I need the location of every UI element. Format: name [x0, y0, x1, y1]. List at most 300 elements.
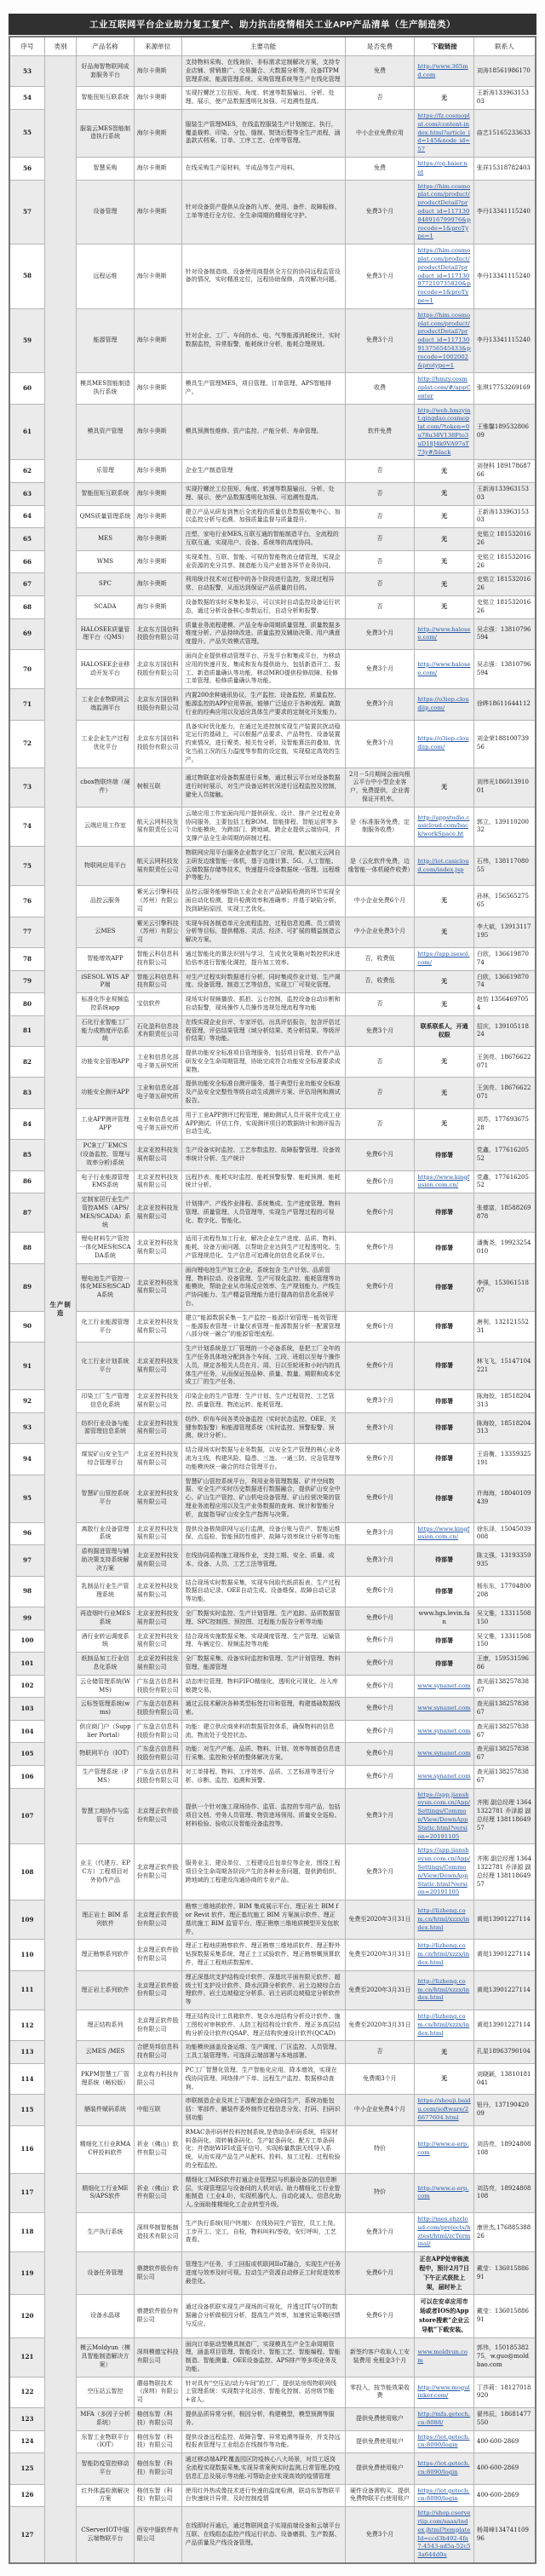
download-note: 无 [441, 999, 448, 1008]
product-name-cell: MFA（多因子分析系统） [77, 2408, 134, 2431]
main-function-cell: 串联制造企业及其上下游配套企业协同生产，系统功能包括：零部件、舾装件委外制作过程信息分发、打码、扫码识别功能 [181, 2095, 345, 2125]
table-row [9, 1170, 536, 1193]
contact-cell: 翟伟辰，18681477550 [473, 2408, 536, 2431]
table-row [9, 1140, 536, 1170]
product-name-cell: 模具资产管理 [77, 404, 134, 460]
source-unit-cell: 北京理正软件股份有限公司 [134, 1970, 181, 2010]
row-number: 56 [9, 157, 44, 180]
product-name-cell: 设备水晶球 [77, 2295, 134, 2337]
main-function-cell: 现场实时视频播放、抓拍、云台控制，监控设备自动诊断和自动报警，现场操作人员操作违规处理流程等功能 [181, 993, 345, 1016]
download-note: 待部署 [435, 1208, 454, 1216]
is-free-cell: 中小企业免费6个月 [345, 886, 415, 917]
download-link-cell [415, 573, 473, 596]
download-link[interactable]: https://app.jiansheyun.com.cn/App/Settings/Common/View/DownAppStatic.html?version=20191105 [417, 1847, 471, 1896]
is-free-cell: 提供免费使用账户 [345, 2453, 415, 2484]
table-row [9, 2095, 536, 2125]
table-row [9, 528, 536, 551]
download-note: 待部署 [435, 1361, 454, 1370]
product-name-cell: 能源管理 [77, 308, 134, 373]
source-unit-cell: 海尔卡奥斯 [134, 404, 181, 460]
download-link-cell [415, 1475, 473, 1522]
is-free-cell: 否 [345, 483, 415, 506]
main-function-cell: 通过移动端APP,覆盖园区防疫核心八大场景，对员工返岗全流程实现数据采集,实现异常案例实时监测,日常管理,防疫信息汇总及展示等功能.可帮助企业实现高效的疫情管理 [181, 2453, 345, 2484]
is-free-cell: 免费6个月 [345, 1343, 415, 1390]
is-free-cell: 免费3个月 [345, 308, 415, 373]
is-free-cell: 免费6个月 [345, 2252, 415, 2295]
download-link-cell [415, 2010, 473, 2041]
table-body [9, 56, 536, 2564]
contact-cell: 党鑫，17761620552 [473, 1170, 536, 1193]
is-free-cell: 免费6个月 [345, 1233, 415, 1263]
download-link[interactable]: https://him.cosmoplat.com/product/productDetail?product_id=117130877210735820&procode=1&proType=1 [417, 247, 471, 304]
source-unit-cell: 海尔卡奥斯 [134, 550, 181, 573]
row-number: 120 [9, 2295, 44, 2337]
main-function-cell: 支持物料采购、在线询价、非标需求定制解决方案，支持专业店铺、营销推广、交易撮合、大数据分析等，设备ITPM管理系统、能源管理系统、采购管理系统等生产在线化管理 [181, 56, 345, 87]
row-number: 63 [9, 483, 44, 506]
table-row [9, 505, 536, 528]
main-function-cell: 质量业务流程建模、产品全寿命周期质量管理、质量数据多维度分析、产品持续改进、质量监控及辅助决策、用户满意度提升、产品失效模式管理。 [181, 618, 345, 649]
table-row [9, 1108, 536, 1139]
row-number: 76 [9, 886, 44, 917]
row-number: 61 [9, 404, 44, 460]
is-free-cell: 免费3个月 [345, 618, 415, 649]
product-name-cell: 离散行业设备管理系统 [77, 1522, 134, 1545]
download-link-cell [415, 947, 473, 970]
main-function-cell: 印染企业的生产管理：生产计划、生产过程管控、工艺管控、质量管理、物流运转、能耗管理。 [181, 1390, 345, 1413]
is-free-cell: 否 [345, 528, 415, 551]
download-link-cell [415, 720, 473, 768]
table-row [9, 1766, 536, 1789]
download-link-cell [415, 1576, 473, 1607]
download-link-cell [415, 650, 473, 689]
download-link[interactable]: http://www.e-erp.com [417, 2184, 469, 2200]
download-link[interactable]: https://iot.getech.cn:8090/login [417, 2487, 470, 2503]
product-name-cell: 功能安全测评APP [77, 1078, 134, 1108]
is-free-cell: 否 [345, 1047, 415, 1078]
source-unit-cell: 北京亚控科技发展有限公司 [134, 1545, 181, 1576]
product-name-cell: 云标签管理系统(wms) [77, 1698, 134, 1721]
contact-cell: 吴文雅，13311508150 [473, 1607, 536, 1630]
product-name-cell: MES [77, 528, 134, 551]
table-row [9, 2125, 536, 2173]
download-link-cell [415, 1047, 473, 1078]
table-row [9, 970, 536, 993]
category-cell: 生产制造 [44, 56, 76, 2564]
download-link[interactable]: http://shop.cserveriip.com/saas/index.jhtml?templateId=ccd3b492-4fa7-4543-ad5a-52c53a644d0a [417, 2510, 471, 2559]
table-row [9, 1390, 536, 1413]
row-number: 90 [9, 1311, 44, 1342]
download-link-cell [415, 2507, 473, 2563]
contact-cell: 林飞飞，15147104221 [473, 1343, 536, 1390]
row-number: 101 [9, 1653, 44, 1676]
main-function-cell: 提供设备极简联网与运行监测，设备台账与资产、智能运维保、点巡检、智能预防性维护、故障与效率统计分析等功能 [181, 1522, 345, 1545]
source-unit-cell: 北京亚控科技发展有限公司 [134, 1311, 181, 1342]
download-link-cell [415, 505, 473, 528]
col-header-download-link: 下载链接 [415, 37, 473, 56]
download-link[interactable]: https://iot.getech.cn:8090/login [417, 2460, 470, 2475]
download-link-cell [415, 768, 473, 807]
row-number: 68 [9, 596, 44, 619]
download-link[interactable]: www.synanet.com [417, 1682, 471, 1689]
contact-cell: 黄珽13901227114 [473, 1900, 536, 1940]
table-row [9, 2212, 536, 2251]
download-note: 无 [441, 976, 448, 985]
source-unit-cell: 紫光云引擎科技（苏州）有限公司 [134, 886, 181, 917]
source-unit-cell: 海尔卡奥斯 [134, 87, 181, 110]
download-link[interactable]: https://shouji.baidu.com/software/26677604.html [417, 2097, 471, 2121]
download-link-cell [415, 846, 473, 885]
row-number: 113 [9, 2041, 44, 2064]
row-number: 94 [9, 1444, 44, 1475]
download-link[interactable]: https://o3iop.cloudiip.com/ [417, 696, 469, 711]
row-number: 124 [9, 2430, 44, 2453]
is-free-cell: 免费3个月 [345, 2212, 415, 2251]
download-link[interactable]: https://app.jiansheyun.com.cn/App/Settings/Common/View/DownAppStatic.html?version=20191105 [417, 1791, 471, 1840]
source-unit-cell: 智能云科信息科技有限公司 [134, 970, 181, 993]
contact-cell: 许海海，18040109439 [473, 1475, 536, 1522]
is-free-cell: 免费6个月 [345, 1698, 415, 1721]
main-function-cell: 精细化工MES软件打通企业管理层与机器设备层的信息断层，实现管理层与设备间的人机对话。助力精细化工行业智能制造（工业4.0），实现机器代人、自动化减人、信息化助人,全面助推精细化工企业转型升级。 [181, 2173, 345, 2212]
download-link[interactable]: http://lizheng.com.cn/html/xzzx/index.html [417, 1977, 470, 2002]
main-function-cell: 建立“能源数据采集－生产监控－能源计划管理－能效管理－能源报表管理－计量仪表管理－能源数据分析－配置管理八部分统一融合”的能源管理流程。 [181, 1311, 345, 1342]
product-name-cell: 服装云MES智能制造执行系统 [77, 109, 134, 157]
main-function-cell: 管理生产任务，手工回报或机联网IIoT融合，实现生产任务进度与效率及时可视。拉动生产资源自动修正工时促进效率最佳化。 [181, 2252, 345, 2295]
row-number: 82 [9, 1047, 44, 1078]
download-link-cell [415, 460, 473, 483]
download-link-cell [415, 2453, 473, 2484]
table-row [9, 87, 536, 110]
contact-cell: 徐晔18611644112 [473, 689, 536, 720]
download-link[interactable]: http://www.e-erp.com [417, 2141, 469, 2157]
row-number: 104 [9, 1720, 44, 1743]
row-number: 89 [9, 1263, 44, 1311]
product-name-cell: 云MES [77, 917, 134, 947]
source-unit-cell: 北京亚控科技发展有限公司 [134, 1653, 181, 1676]
table-row [9, 2408, 536, 2431]
table-row [9, 1743, 536, 1766]
main-function-cell: 通过设备机联实现生产现场的可视化，并透过IT与OT的数据融合分析做根因分析，提高生产效率，加速营运策略回馈与反应。 [181, 2295, 345, 2337]
is-free-cell: 否 [345, 1108, 415, 1139]
table-row [9, 720, 536, 768]
col-header-function: 主要功能 [181, 37, 345, 56]
table-row [9, 2010, 536, 2041]
source-unit-cell: 北京亚控科技发展有限公司 [134, 1576, 181, 1607]
row-number: 125 [9, 2453, 44, 2484]
product-name-cell: 模云Moldyun（模具智能制造解决方案） [77, 2337, 134, 2377]
download-link-cell [415, 1078, 473, 1108]
product-name-cell: 好品海智物联网成套服务平台 [77, 56, 134, 87]
row-number: 91 [9, 1343, 44, 1390]
product-name-cell: 远程运维 [77, 244, 134, 309]
col-header-contact: 联系人 [473, 37, 536, 56]
table-row [9, 180, 536, 244]
table-row [9, 618, 536, 649]
main-function-cell: 生产设备实时监控、工艺参数监控、故障报警管理、设备效率统计分析、生产统计 [181, 1140, 345, 1170]
source-unit-cell: 北京东方国信科技股份有限公司 [134, 618, 181, 649]
product-name-cell: SCADA [77, 596, 134, 619]
source-unit-cell: 北京亚控科技发展有限公司 [134, 1263, 181, 1311]
is-free-cell: 免费6个月 [345, 1743, 415, 1766]
source-unit-cell: 广东盘古信息科技股份有限公司 [134, 1743, 181, 1766]
table-row [9, 157, 536, 180]
download-link[interactable]: https://app.isesol.com/ [417, 950, 470, 966]
source-unit-cell: 工业和信息化部电子第五研究所 [134, 1108, 181, 1139]
table-row [9, 1940, 536, 1970]
download-note: www.hgs.levin.fan [418, 1609, 470, 1625]
contact-cell: 查光丽13825783867 [473, 1766, 536, 1789]
source-unit-cell: 中船互联 [134, 2095, 181, 2125]
contact-cell: 王剑亮、18676622071 [473, 1047, 536, 1078]
product-name-cell: 化工行业计划系统平台 [77, 1343, 134, 1390]
main-function-cell: 注塑、家电行业MES,互联互通的智能制造平台，全流程的互联互通，实现用户、设备、系统等的高度协同。 [181, 528, 345, 551]
main-function-cell: 模具预测性维修、资产监控、产能分析、寿命管理。 [181, 404, 345, 460]
source-unit-cell: 海尔卡奥斯 [134, 573, 181, 596]
is-free-cell: 2月－5月期间会面向根云平台中小型企业客户，免费提供，企业需保证开机率。 [345, 768, 415, 807]
row-number: 106 [9, 1766, 44, 1789]
product-list-sheet [9, 14, 536, 2564]
download-link[interactable]: http://web.hmzyint.qingdao.cosmoplat.com/?token=0u78u38V138Fto3uD18J4k0VA97aT73y#/black [417, 406, 471, 456]
download-link-cell [415, 2041, 473, 2064]
product-name-cell: 石化行业智能工厂能力成熟度评估系统 [77, 1015, 134, 1046]
row-number: 67 [9, 573, 44, 596]
source-unit-cell: 北京亚控科技发展有限公司 [134, 1630, 181, 1653]
is-free-cell: 中小企业免费3个月 [345, 917, 415, 947]
product-name-cell: 酒行业转运调度系统 [77, 1630, 134, 1653]
contact-cell: 郭立，13911020032 [473, 807, 536, 846]
download-note: 待部署 [435, 1636, 454, 1644]
source-unit-cell: 北京亚控科技发展有限公司 [134, 1233, 181, 1263]
row-number: 60 [9, 373, 44, 404]
product-name-cell: 理正岩土系列软件 [77, 1970, 134, 2010]
row-number: 98 [9, 1576, 44, 1607]
contact-cell: 刘伟光18601391001 [473, 768, 536, 807]
main-function-cell: 用于工业APP测评过程管理，辅助测试人员开展并完成工业APP测试、评估工作，实现测评项目的数据统计和测评报告自动生成。 [181, 1108, 345, 1139]
source-unit-cell: 祈业（佛山）软件有限公司 [134, 2125, 181, 2173]
download-link-cell [415, 1900, 473, 1940]
contact-cell: 查光丽13825783867 [473, 1720, 536, 1743]
download-link[interactable]: http://www.365md.com [417, 62, 468, 78]
col-header-free: 是否免费 [345, 37, 415, 56]
download-link[interactable]: www.synanet.com [417, 1772, 471, 1780]
download-link[interactable]: www.synanet.com [417, 1727, 471, 1734]
is-free-cell: 特价 [345, 2173, 415, 2212]
col-header-product-name: 产品名称 [77, 37, 134, 56]
is-free-cell: 免费3个月 [345, 1545, 415, 1576]
download-link-cell [415, 596, 473, 619]
row-number: 53 [9, 56, 44, 87]
table-row [9, 550, 536, 573]
row-number: 117 [9, 2173, 44, 2212]
download-link-cell [415, 2252, 473, 2295]
main-function-cell: 结合现场实时数据采集，实现车间取代纸质报表、生产过程数据自动记录、OEE自动生成、设备维保、故障自动记录等功能。 [181, 1576, 345, 1607]
download-link[interactable]: www.synanet.com [417, 1705, 471, 1712]
product-name-cell: 东智工业物联平台（IOT） [77, 2430, 134, 2453]
contact-cell: 唐利，13212155231 [473, 1311, 536, 1342]
row-number: 59 [9, 308, 44, 373]
contact-cell: 刘晓颖，13810181041 [473, 2063, 536, 2094]
download-link[interactable]: https://him.cosmoplat.com/product/productDetail?product_id=117130848916799976&procode=1&proType=1 [417, 182, 471, 240]
download-note: 正在APP处审核流程中，预计2月7日下午正式获批上架，届时补上 [419, 2255, 470, 2291]
source-unit-cell: 宝信软件 [134, 993, 181, 1016]
contact-cell: 李丹13341115240 [473, 180, 536, 244]
table-row [9, 2337, 536, 2377]
is-free-cell: 免费6个月 [345, 1607, 415, 1630]
download-link[interactable]: www.synanet.com [417, 1750, 471, 1757]
download-link-cell [415, 1170, 473, 1193]
download-link-cell [415, 970, 473, 993]
download-link-cell [415, 1193, 473, 1233]
table-row [9, 1444, 536, 1475]
main-function-cell: 在线即时开通后，通过物联网盒子实现前端设备和云端平台互联、在线组态监控产线运行状态、设备磨损、生产数据、产品质量及产线设备管理。 [181, 2507, 345, 2563]
download-note: 无 [441, 466, 448, 474]
is-free-cell: 免费6个月 [345, 1170, 415, 1193]
col-header-index: 序号 [9, 37, 44, 56]
row-number: 107 [9, 1788, 44, 1844]
contact-cell: 戴莹：13601588691 [473, 2252, 536, 2295]
product-name-cell: 再造烟叶行业MES系统 [77, 1607, 134, 1630]
is-free-cell: 否 [345, 993, 415, 1016]
product-name-cell: SPC [77, 573, 134, 596]
download-link[interactable]: http://www.halosee.com/ [417, 660, 471, 676]
row-number: 62 [9, 460, 44, 483]
table-row [9, 2453, 536, 2484]
download-link-cell [415, 56, 473, 87]
is-free-cell: 免费 [345, 56, 415, 87]
product-name-cell: 煤炭矿山安全生产综合管理平台 [77, 1444, 134, 1475]
product-name-cell: HALOSEE质量管理平台（QMS） [77, 618, 134, 649]
table-row [9, 460, 536, 483]
download-link-cell [415, 1607, 473, 1630]
download-link[interactable]: https://him.cosmoplat.com/product/productDetail?product_id=117130913756545433&procode=1002002&protype=1 [417, 311, 471, 369]
table-row [9, 573, 536, 596]
is-free-cell: 免费6个月 [345, 1263, 415, 1311]
row-number: 105 [9, 1743, 44, 1766]
download-link[interactable]: https://o3iop.cloudiip.com/ [417, 735, 469, 751]
download-link-cell [415, 1970, 473, 2010]
main-function-cell: 实现拧螺丝工位扭矩、角度、转速等数据输出、分析、处理、展示，使产品数据透明化加强、可追溯性提高。 [181, 483, 345, 506]
table-row [9, 947, 536, 970]
contact-cell: 王新涛13396315303 [473, 87, 536, 110]
download-note: 待部署 [435, 1243, 454, 1251]
contact-cell: 吴志强：13810796594 [473, 650, 536, 689]
main-function-cell: 针对设备制造商、设备使用商提供全方位的协同远程监管设备的情况，实时精准定位，远程协助保修，高效解决问题。 [181, 244, 345, 309]
download-link[interactable]: www.moldyun.com [417, 2349, 468, 2365]
download-link[interactable]: https://www.kingfusion.com.cn/ [417, 1173, 470, 1189]
product-name-cell: HALOSEE企业移动开发平台 [77, 650, 134, 689]
download-link[interactable]: https://cg.haier.net [417, 159, 468, 175]
download-link[interactable]: http://hmzy.cosmoplat.com/#/appCenter [417, 376, 471, 400]
table-row [9, 993, 536, 1016]
download-link-cell [415, 1108, 473, 1139]
table-row [9, 650, 536, 689]
download-note: 无 [441, 1057, 448, 1066]
is-free-cell: 免费3个月 [345, 180, 415, 244]
table-title: 工业互联网平台企业助力复工复产、助力抗击疫情相关工业APP产品清单（生产制造类） [9, 14, 536, 35]
product-name-cell: QMS质量管理系统 [77, 505, 134, 528]
is-free-cell: 免费3个月 [345, 1412, 415, 1443]
download-link[interactable]: http://mfa.getech.cn:8088/ [417, 2411, 471, 2426]
product-name-cell: 工业APP测评管理APP [77, 1108, 134, 1139]
download-link-cell [415, 1545, 473, 1576]
source-unit-cell: 北京东方国信科技股份有限公司 [134, 650, 181, 689]
download-link[interactable]: http://lizheng.com.cn/html/xzzx/index.html [417, 1942, 470, 1967]
source-unit-cell: 深圳模德宝科技有限公司 [134, 2337, 181, 2377]
is-free-cell: 免费6个月 [345, 1653, 415, 1676]
is-free-cell: 特价 [345, 2125, 415, 2173]
main-function-cell: 计划排产、产线作业排程、系统集成、生产进度管理、物料管理、质量管理、人员管理等，实现生产管理过程的可视化、数字化、智能化。 [181, 1193, 345, 1233]
download-link[interactable]: https://iot.getech.cn:8090/login [417, 2433, 470, 2449]
source-unit-cell: 祈业（佛山）软件有限公司 [134, 2173, 181, 2212]
contact-cell: 刘登科 18917868766 [473, 460, 536, 483]
contact-cell: 张德富，18588269878 [473, 1193, 536, 1233]
contact-cell: 王雅馨18953280609 [473, 404, 536, 460]
source-unit-cell: 海尔卡奥斯 [134, 483, 181, 506]
source-unit-cell: 北京亚控科技发展有限公司 [134, 1390, 181, 1413]
download-link[interactable]: http://www.halosee.com/ [417, 625, 471, 641]
product-name-cell: 乳制品行业生产管理系统 [77, 1576, 134, 1607]
download-link-cell [415, 689, 473, 720]
download-link-cell [415, 1311, 473, 1342]
contact-cell: 陈文强，13193359935 [473, 1545, 536, 1576]
source-unit-cell: 智能云科信息科技有限公司 [134, 947, 181, 970]
table-row [9, 2173, 536, 2212]
row-number: 75 [9, 846, 44, 885]
row-number: 55 [9, 109, 44, 157]
source-unit-cell: 海尔卡奥斯 [134, 244, 181, 309]
is-free-cell: 免费3个月 [345, 1522, 415, 1545]
main-function-cell: 内置200余种通讯协议，生产监控、设备监控、质量监控、能源监控的APP应用界面，能够广泛适应于各种流程、离散行业的经典应用以及适应具体生产要求的定制化开发能力。 [181, 689, 345, 720]
contact-cell: 陈海姣，18518204313 [473, 1412, 536, 1443]
main-function-cell: 功能：建立供应商来料的数据管控体系，确保物料的信息流、物流处于受控状态。 [181, 1720, 345, 1743]
download-link[interactable]: http://iot.casicloud.com/index.jsp [417, 857, 469, 873]
source-unit-cell: 紫光云引擎科技（苏州）有限公司 [134, 917, 181, 947]
download-link[interactable]: http://mes.ehzcloud.com/projects/hztest/html/zcTerminal/ [417, 2215, 471, 2248]
download-note: 待部署 [435, 1555, 454, 1564]
download-link[interactable]: http://lizheng.com.cn/html/xzzx/index.html [417, 2013, 470, 2037]
is-free-cell: 免费至2020年3月31日 [345, 1940, 415, 1970]
row-number: 103 [9, 1698, 44, 1721]
download-note: 无 [441, 896, 448, 905]
source-unit-cell: 树根互联 [134, 768, 181, 807]
download-note: 待部署 [435, 1322, 454, 1331]
download-link[interactable]: http://appstudio.casicloud.com/back/workSpace.ht [417, 814, 470, 838]
product-name-cell: 乐管理 [77, 460, 134, 483]
download-link[interactable]: https://www.kingfusion.com.cn/ [417, 1525, 470, 1541]
product-name-cell: 工业企业生产过程优化平台 [77, 720, 134, 768]
download-link-cell [415, 1140, 473, 1170]
row-number: 74 [9, 807, 44, 846]
is-free-cell: 免费6个月 [345, 2295, 415, 2337]
table-row [9, 1698, 536, 1721]
download-link[interactable]: https://fz.cosmoplat.com/content-index.html?article_id=145&node_id=57 [417, 112, 470, 153]
main-function-cell: 面向锂电池生产加工企业，系统包含 生产计划、品质管理、物料拉动、设备管理、生产可视化监控、能耗管理等功能模块，帮助企业从市场反应效率、生产规划能力、产线生产协同能力、生产精益管理能力进行提高的信息化系统平台。 [181, 1263, 345, 1311]
row-number: 54 [9, 87, 44, 110]
contact-cell: 吴志强：13810796594 [473, 618, 536, 649]
main-function-cell: 纺纱、织布车间各类设备监控（实时状态监控、OEE、关键参数报警）和能源管理系统（实时监控、预警报警、预测、统计分析）。 [181, 1412, 345, 1443]
download-note: 无 [441, 602, 448, 611]
product-name-cell: 物联网应用平台 [77, 846, 134, 885]
download-link[interactable]: http://lizheng.com.cn/html/xzzx/index.html [417, 1907, 470, 1931]
row-number: 86 [9, 1170, 44, 1193]
table-row [9, 689, 536, 720]
download-note: 无 [441, 2074, 448, 2083]
product-name-cell: 智能扭矩互联系统 [77, 87, 134, 110]
row-number: 87 [9, 1193, 44, 1233]
table-row [9, 1653, 536, 1676]
main-function-cell: 提供品质异常分析，根因分析，构建模型，模型预测等服务。 [181, 2408, 345, 2431]
download-note: 待部署 [435, 1659, 454, 1667]
download-link[interactable]: http://www.mogulinker.com/ [417, 2383, 470, 2400]
